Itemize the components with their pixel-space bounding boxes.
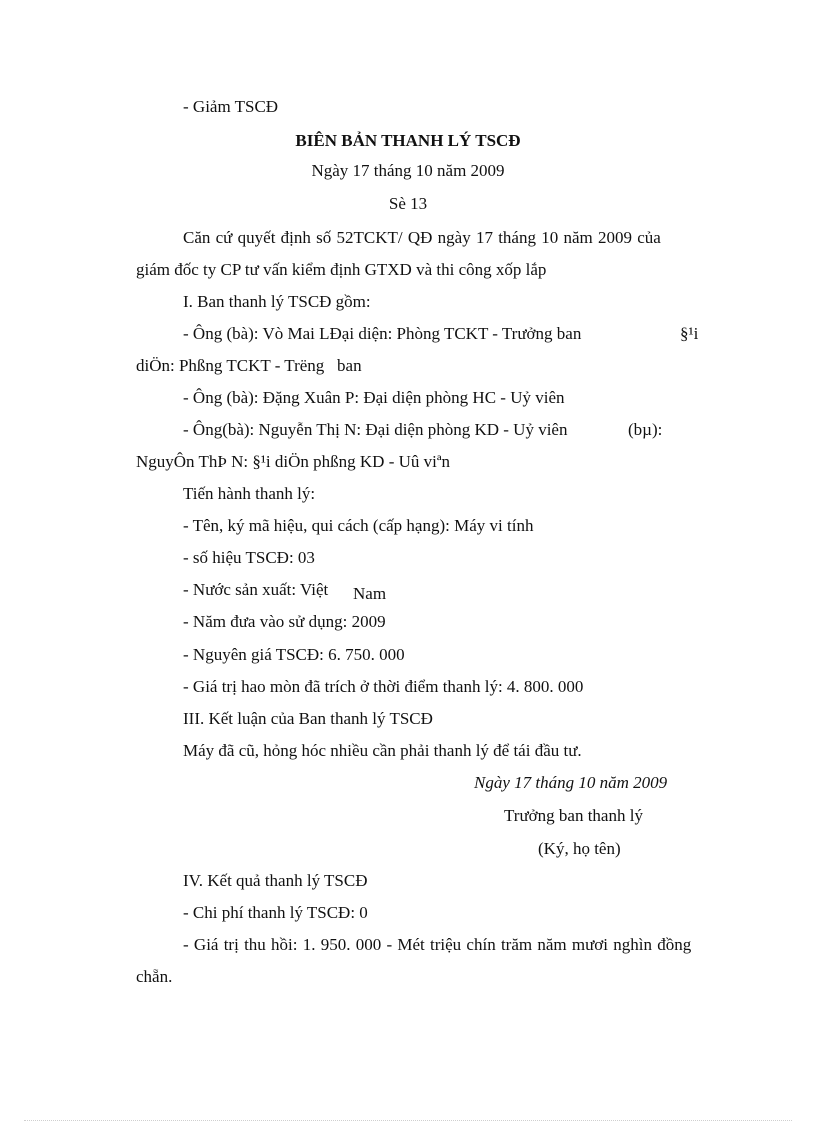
member-3-garbled-line: NguyÔn ThÞ N: §¹i diÖn phßng KD - Uû viªn [136,452,451,471]
conclusion-line: Máy đã cũ, hỏng hóc nhiều cần phải thanh lý để tái đầu tư. [183,741,582,760]
page-bottom-divider [24,1120,792,1121]
line-giam-tscd: - Giảm TSCĐ [183,97,279,116]
asset-name-line: - Tên, ký mã hiệu, qui cách (cấp hạng): Máy vi tính [183,516,534,535]
liquidation-cost-line: - Chi phí thanh lý TSCĐ: 0 [183,903,368,922]
asset-code-line: - số hiệu TSCĐ: 03 [183,548,315,567]
origin-country-line: - Nước sản xuất: Việt [183,580,329,599]
recovered-value-line: - Giá trị thu hồi: 1. 950. 000 - Mét triệu chín trăm năm mươi nghìn đồng [183,935,692,954]
basis-line-2: giám đốc ty CP tư vấn kiểm định GTXD và thi công xốp lắp [136,260,547,279]
depreciation-line: - Giá trị hao mòn đã trích ở thời điểm thanh lý: 4. 800. 000 [183,677,584,696]
recovered-value-continuation: chẵn. [136,967,173,986]
member-1-garbled-line: diÖn: Phßng TCKT - Trëng ban [136,356,362,375]
origin-country-fragment: Nam [353,584,387,603]
member-1-line: - Ông (bà): Vò Mai LĐại diện: Phòng TCKT - Trưởng ban [183,324,582,343]
document-date: Ngày 17 tháng 10 năm 2009 [311,161,505,180]
original-cost-line: - Nguyên giá TSCĐ: 6. 750. 000 [183,645,405,664]
signature-title: Trưởng ban thanh lý [504,806,643,825]
member-3-line: - Ông(bà): Nguyễn Thị N: Đại diện phòng KD - Uỷ viên [183,420,568,439]
member-1-garbled-fragment: §¹i [680,324,699,343]
signature-note: (Ký, họ tên) [538,839,621,858]
proceed-heading: Tiến hành thanh lý: [183,484,316,503]
document-title: BIÊN BẢN THANH LÝ TSCĐ [295,131,521,150]
year-in-use-line: - Năm đưa vào sử dụng: 2009 [183,612,386,631]
member-2-line: - Ông (bà): Đặng Xuân P: Đại diện phòng HC - Uỷ viên [183,388,565,407]
section-1-heading: I. Ban thanh lý TSCĐ gồm: [183,292,371,311]
signature-date: Ngày 17 tháng 10 năm 2009 [474,773,668,792]
document-number: Sè 13 [388,194,428,213]
section-3-heading: III. Kết luận của Ban thanh lý TSCĐ [183,709,433,728]
member-3-garbled-fragment: (bµ): [628,420,663,439]
basis-line-1: Căn cứ quyết định số 52TCKT/ QĐ ngày 17 tháng 10 năm 2009 của [183,228,661,247]
section-4-heading: IV. Kết quả thanh lý TSCĐ [183,871,368,890]
